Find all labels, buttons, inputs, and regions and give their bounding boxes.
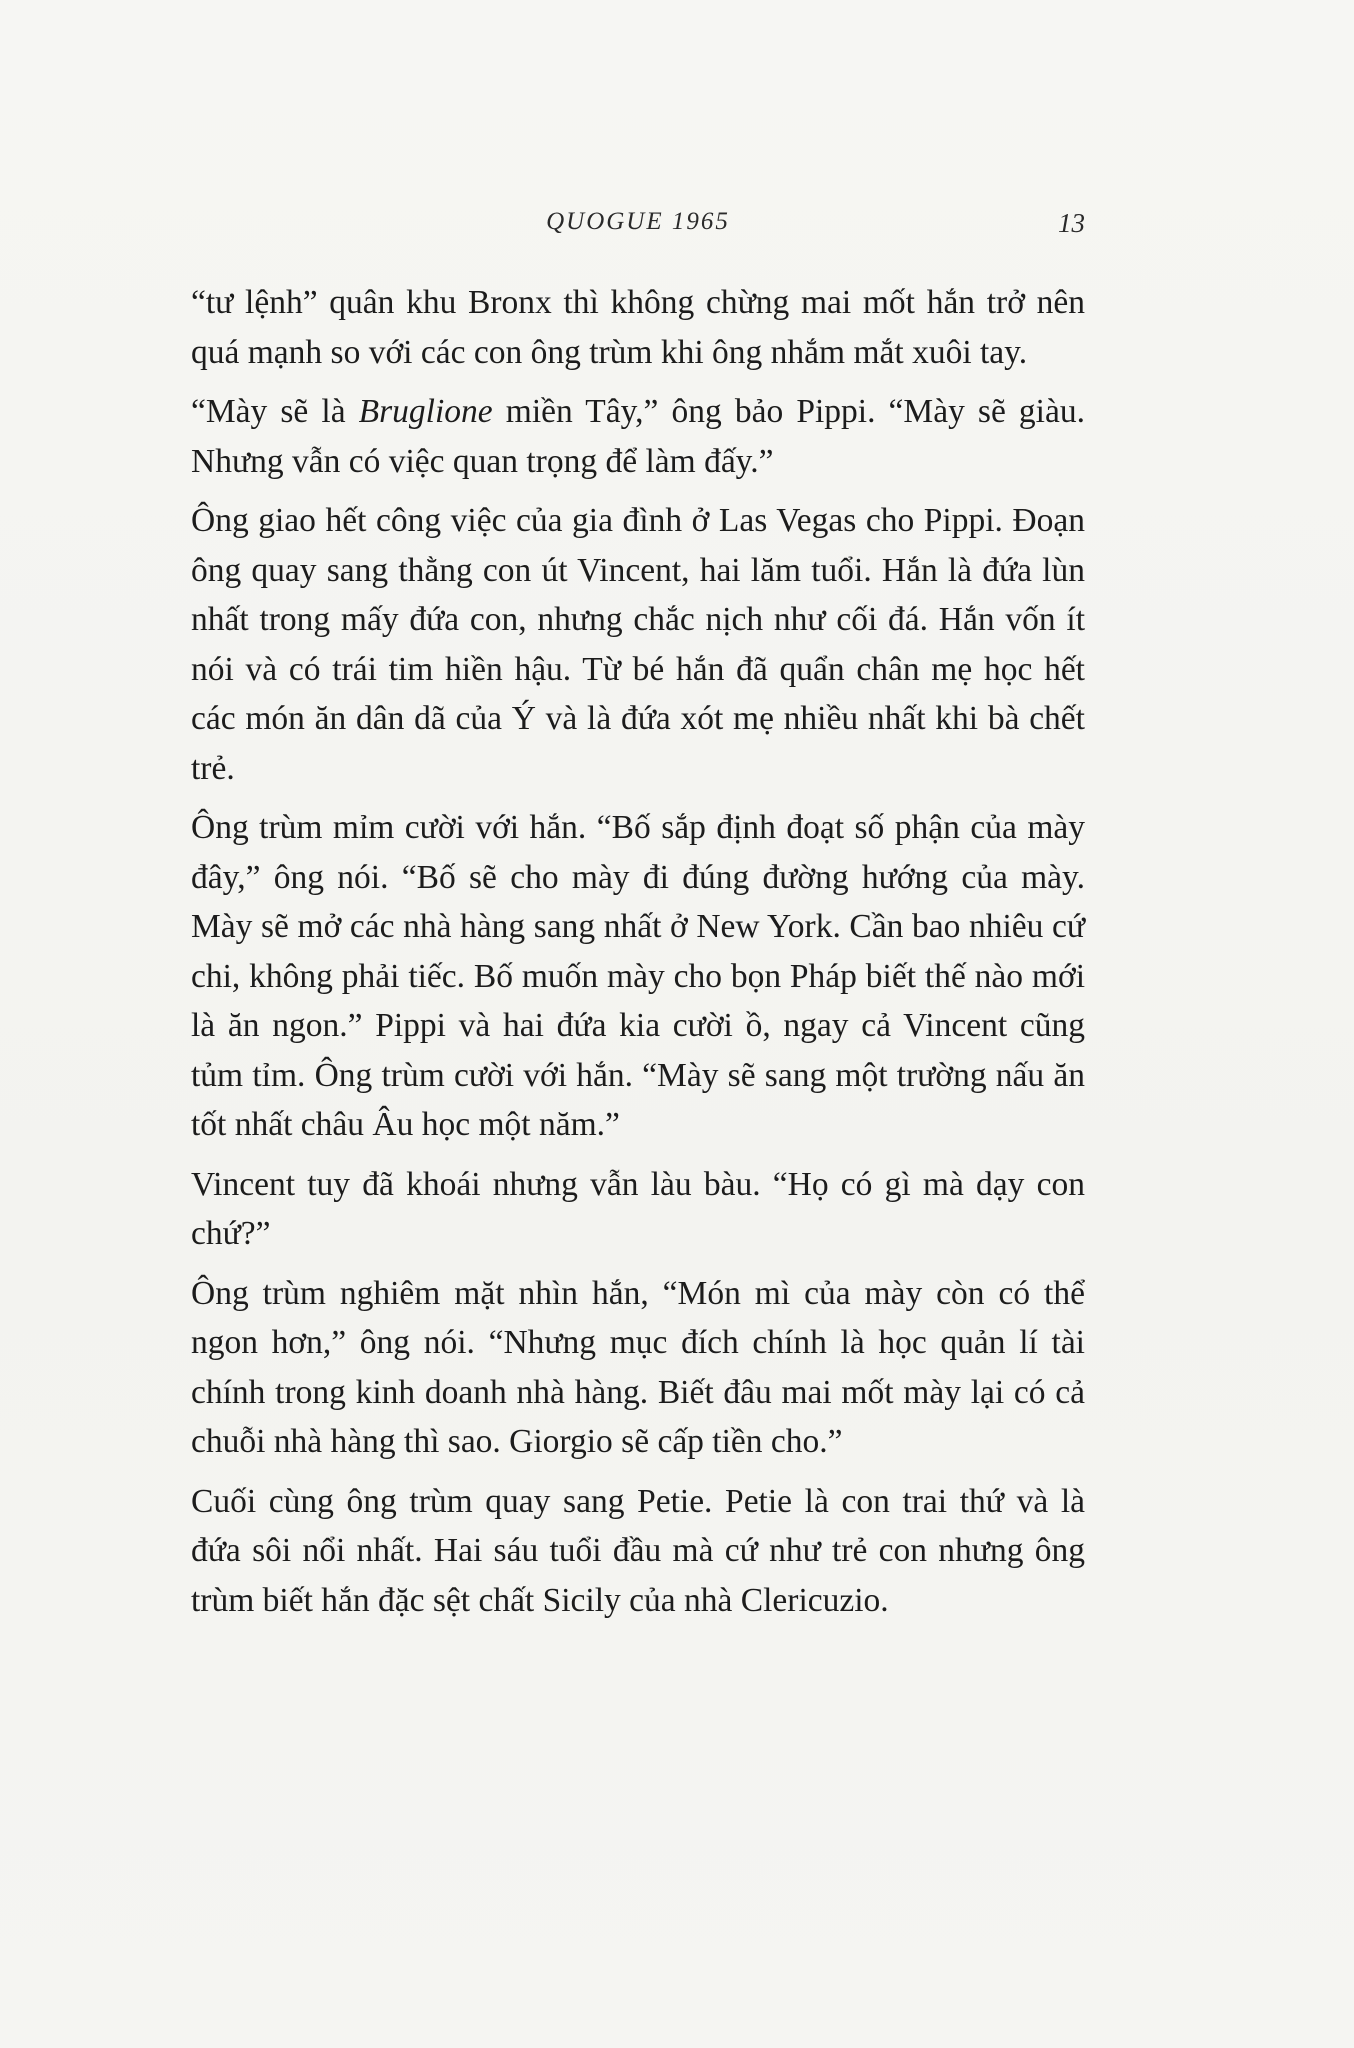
body-text xyxy=(191,278,1085,1635)
page-header xyxy=(191,208,1085,248)
paragraph-6: Ông trùm nghiêm mặt nhìn hắn, “Món mì của mày còn có thể ngon hơn,” ông nói. “Nhưng mục đích chính là học quản lí tài chính trong kinh doanh nhà hàng. Biết đâu mai mốt mày lại có cả chuỗi nhà hàng thì sao. Giorgio sẽ cấp tiền cho.” xyxy=(191,1274,1085,1460)
paragraph-3: Ông giao hết công việc của gia đình ở Las Vegas cho Pippi. Đoạn ông quay sang thằng con út Vincent, hai lăm tuổi. Hắn là đứa lùn nhất trong mấy đứa con, nhưng chắc nịch như cối đá. Hắn vốn ít nói và có trái tim hiền hậu. Từ bé hắn đã quẩn chân mẹ học hết các món ăn dân dã của Ý và là đứa xót mẹ nhiều nhất khi bà chết trẻ. xyxy=(191,502,1085,787)
paragraph-4: Ông trùm mỉm cười với hắn. “Bố sắp định đoạt số phận của mày đây,” ông nói. “Bố sẽ cho mày đi đúng đường hướng của mày. Mày sẽ mở các nhà hàng sang nhất ở New York. Cần bao nhiêu cứ chi, không phải tiếc. Bố muốn mày cho bọn Pháp biết thế nào mới là ăn ngon.” Pippi và hai đứa kia cười ồ, ngay cả Vincent cũng tủm tỉm. Ông trùm cười với hắn. “Mày sẽ sang một trường nấu ăn tốt nhất châu Âu học một năm.” xyxy=(191,809,1085,1143)
paragraph-2-lead: “Mày sẽ là xyxy=(191,393,359,430)
paragraph-1: “tư lệnh” quân khu Bronx thì không chừng mai mốt hắn trở nên quá mạnh so với các con ông trùm khi ông nhắm mắt xuôi tay. xyxy=(191,284,1085,371)
paragraph-5: Vincent tuy đã khoái nhưng vẫn làu bàu. “Họ có gì mà dạy con chứ?” xyxy=(191,1165,1085,1252)
paragraph-2-rest: miền Tây,” ông bảo Pippi. “Mày sẽ giàu. Nhưng vẫn có việc quan trọng để làm đấy.” xyxy=(191,393,1085,480)
paragraph-2-italic-term: Bruglione xyxy=(358,393,493,430)
paragraph-7: Cuối cùng ông trùm quay sang Petie. Petie là con trai thứ và là đứa sôi nổi nhất. Hai sáu tuổi đầu mà cứ như trẻ con nhưng ông trùm biết hắn đặc sệt chất Sicily của nhà Clericuzio. xyxy=(191,1482,1085,1619)
paragraph-2 xyxy=(191,387,1085,486)
page-number: 13 xyxy=(1058,208,1085,238)
running-head: QUOGUE 1965 xyxy=(546,208,730,235)
